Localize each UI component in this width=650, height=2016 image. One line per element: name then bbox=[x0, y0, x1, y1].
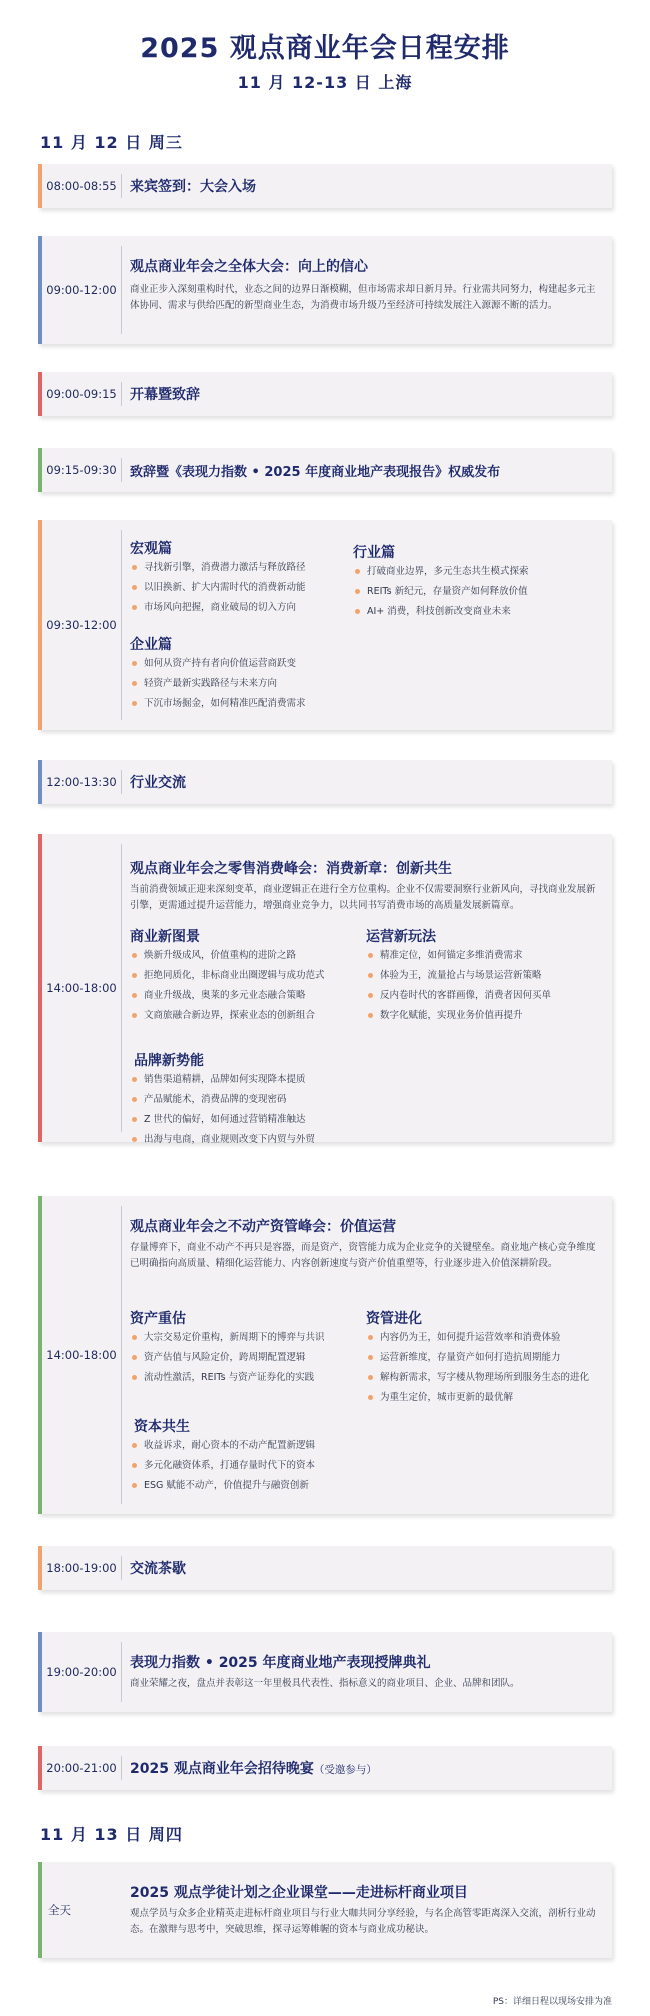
bullet-list bbox=[130, 558, 306, 618]
session-time: 14:00-18:00 bbox=[42, 1206, 122, 1504]
page-title: 2025 观点商业年会日程安排 bbox=[140, 33, 510, 64]
session-time: 09:00-12:00 bbox=[42, 246, 122, 334]
session-title: 表现力指数 • 2025 年度商业地产表现授牌典礼 bbox=[130, 1655, 431, 1671]
list-item: 资产估值与风险定价，跨周期配置逻辑 bbox=[130, 1348, 325, 1368]
list-item: 寻找新引擎，消费潜力激活与释放路径 bbox=[130, 558, 306, 578]
session-title: 致辞暨《表现力指数 • 2025 年度商业地产表现报告》权威发布 bbox=[130, 464, 501, 480]
bullet-list bbox=[130, 1436, 315, 1496]
session-card bbox=[38, 1196, 612, 1514]
list-item: AI+ 消费，科技创新改变商业未来 bbox=[353, 602, 529, 622]
bullet-list bbox=[130, 1070, 315, 1150]
section-title: 品牌新势能 bbox=[134, 1053, 204, 1069]
list-item: 数字化赋能，实现业务价值再提升 bbox=[366, 1006, 551, 1026]
list-item: 轻资产最新实践路径与未来方向 bbox=[130, 674, 306, 694]
session-title: 交流茶歇 bbox=[130, 1561, 186, 1577]
session-description: 存量博弈下，商业不动产不再只是容器，而是资产，资管能力成为企业竞争的关键壁垒。商业地产核心竞争维度已明确指向高质量、精细化运营能力、内容创新速度与资产价值重塑等，行业逐步进入价值深耕阶段。 bbox=[130, 1242, 596, 1269]
list-item: 为重生定价，城市更新的最优解 bbox=[366, 1388, 589, 1408]
session-time: 09:15-09:30 bbox=[42, 458, 122, 482]
section-title: 商业新图景 bbox=[130, 929, 200, 945]
session-title: 观点商业年会之不动产资管峰会：价值运营 bbox=[130, 1219, 396, 1235]
section-title: 资本共生 bbox=[134, 1419, 190, 1435]
bullet-list bbox=[130, 1328, 325, 1388]
session-card bbox=[38, 1632, 612, 1712]
footer-note: PS：详细日程以现场安排为准 bbox=[492, 1997, 612, 2007]
session-title: 行业交流 bbox=[130, 775, 186, 791]
list-item: 焕新升级成风，价值重构的进阶之路 bbox=[130, 946, 325, 966]
section-title: 资管进化 bbox=[366, 1311, 422, 1327]
bullet-list bbox=[130, 946, 325, 1026]
session-time: 18:00-19:00 bbox=[42, 1556, 122, 1580]
session-card bbox=[38, 164, 612, 208]
session-note: （受邀参与） bbox=[313, 1764, 377, 1776]
list-item: 以旧换新、扩大内需时代的消费新动能 bbox=[130, 578, 306, 598]
list-item: 商业升级战，奥莱的多元业态融合策略 bbox=[130, 986, 325, 1006]
day-heading: 11 月 12 日 周三 bbox=[40, 133, 183, 152]
session-time: 12:00-13:30 bbox=[42, 770, 122, 794]
session-time: 20:00-21:00 bbox=[42, 1756, 122, 1780]
session-title bbox=[130, 1758, 377, 1778]
session-time: 08:00-08:55 bbox=[42, 174, 122, 198]
session-description: 商业正步入深刻重构时代，业态之间的边界日渐模糊，但市场需求却日新月异。行业需共同努力，构建起多元主体协同、需求与供给匹配的新型商业生态，为消费市场升级乃至经济可持续发展注入源源不断的活力。 bbox=[130, 284, 596, 311]
session-card bbox=[38, 520, 612, 730]
list-item: 打破商业边界，多元生态共生模式探索 bbox=[353, 562, 529, 582]
day-heading: 11 月 13 日 周四 bbox=[40, 1825, 183, 1844]
session-title: 开幕暨致辞 bbox=[130, 387, 200, 403]
list-item: REITs 新纪元，存量资产如何释放价值 bbox=[353, 582, 529, 602]
list-item: Z 世代的偏好，如何通过营销精准触达 bbox=[130, 1110, 315, 1130]
list-item: 多元化融资体系，打通存量时代下的资本 bbox=[130, 1456, 315, 1476]
list-item: 反内卷时代的客群画像，消费者因何买单 bbox=[366, 986, 551, 1006]
section-title-macro: 宏观篇 bbox=[130, 541, 172, 557]
list-item: 文商旅融合新边界，探索业态的创新组合 bbox=[130, 1006, 325, 1026]
session-card bbox=[38, 1862, 612, 1958]
bullet-list bbox=[366, 946, 551, 1026]
session-description: 当前消费领域正迎来深刻变革，商业逻辑正在进行全方位重构。企业不仅需要洞察行业新风向，寻找商业发展新引擎，更需通过提升运营能力，增强商业竞争力，以共同书写消费市场的高质量发展新篇章。 bbox=[130, 884, 596, 911]
list-item: 销售渠道精耕，品牌如何实现降本提质 bbox=[130, 1070, 315, 1090]
session-time: 19:00-20:00 bbox=[42, 1642, 122, 1702]
session-time: 全天 bbox=[48, 1903, 71, 1917]
session-title: 2025 观点学徒计划之企业课堂——走进标杆商业项目 bbox=[130, 1885, 468, 1901]
session-description: 商业荣耀之夜，盘点并表彰这一年里极具代表性、指标意义的商业项目、企业、品牌和团队。 bbox=[130, 1678, 520, 1689]
session-card bbox=[38, 236, 612, 344]
page-subtitle: 11 月 12-13 日 上海 bbox=[237, 73, 413, 92]
session-title: 观点商业年会之零售消费峰会：消费新章：创新共生 bbox=[130, 861, 452, 877]
session-card bbox=[38, 834, 612, 1145]
list-item: 大宗交易定价重构，新周期下的博弈与共识 bbox=[130, 1328, 325, 1348]
session-time: 09:30-12:00 bbox=[42, 530, 122, 720]
list-item: ESG 赋能不动产，价值提升与融资创新 bbox=[130, 1476, 315, 1496]
list-item: 下沉市场掘金，如何精准匹配消费需求 bbox=[130, 694, 306, 714]
list-item: 出海与电商，商业规则改变下内贸与外贸 bbox=[130, 1130, 315, 1150]
section-title-industry: 行业篇 bbox=[353, 545, 395, 561]
list-item: 解构新需求，写字楼从物理场所到服务生态的进化 bbox=[366, 1368, 589, 1388]
list-item: 产品赋能术，消费品牌的变现密码 bbox=[130, 1090, 315, 1110]
section-title: 运营新玩法 bbox=[366, 929, 436, 945]
list-item: 精准定位，如何锚定多维消费需求 bbox=[366, 946, 551, 966]
session-description: 观点学员与众多企业精英走进标杆商业项目与行业大咖共同分享经验，与名企高管零距离深入交流，剖析行业动态。在激辩与思考中，突破思维，探寻运筹帷幄的资本与商业成功秘诀。 bbox=[130, 1908, 596, 1935]
session-time: 09:00-09:15 bbox=[42, 382, 122, 406]
list-item: 收益诉求，耐心资本的不动产配置新逻辑 bbox=[130, 1436, 315, 1456]
bullet-list bbox=[130, 654, 306, 714]
list-item: 体验为王，流量抢占与场景运营新策略 bbox=[366, 966, 551, 986]
session-title: 来宾签到：大会入场 bbox=[130, 179, 256, 195]
session-title: 观点商业年会之全体大会：向上的信心 bbox=[130, 259, 368, 275]
bullet-list bbox=[353, 562, 529, 622]
session-card bbox=[38, 448, 612, 492]
session-card bbox=[38, 1746, 612, 1790]
list-item: 拒绝同质化，非标商业出圈逻辑与成功范式 bbox=[130, 966, 325, 986]
session-card bbox=[38, 1546, 612, 1590]
list-item: 如何从资产持有者向价值运营商跃变 bbox=[130, 654, 306, 674]
section-title-enterprise: 企业篇 bbox=[130, 637, 172, 653]
session-title-text: 2025 观点商业年会招待晚宴 bbox=[130, 1761, 314, 1777]
section-title: 资产重估 bbox=[130, 1311, 186, 1327]
bullet-list bbox=[366, 1328, 589, 1408]
list-item: 市场风向把握，商业破局的切入方向 bbox=[130, 598, 306, 618]
session-card bbox=[38, 372, 612, 416]
list-item: 内容仍为王，如何提升运营效率和消费体验 bbox=[366, 1328, 589, 1348]
list-item: 流动性激活，REITs 与资产证券化的实践 bbox=[130, 1368, 325, 1388]
list-item: 运营新维度，存量资产如何打造抗周期能力 bbox=[366, 1348, 589, 1368]
session-time: 14:00-18:00 bbox=[42, 844, 122, 1132]
session-card bbox=[38, 760, 612, 804]
